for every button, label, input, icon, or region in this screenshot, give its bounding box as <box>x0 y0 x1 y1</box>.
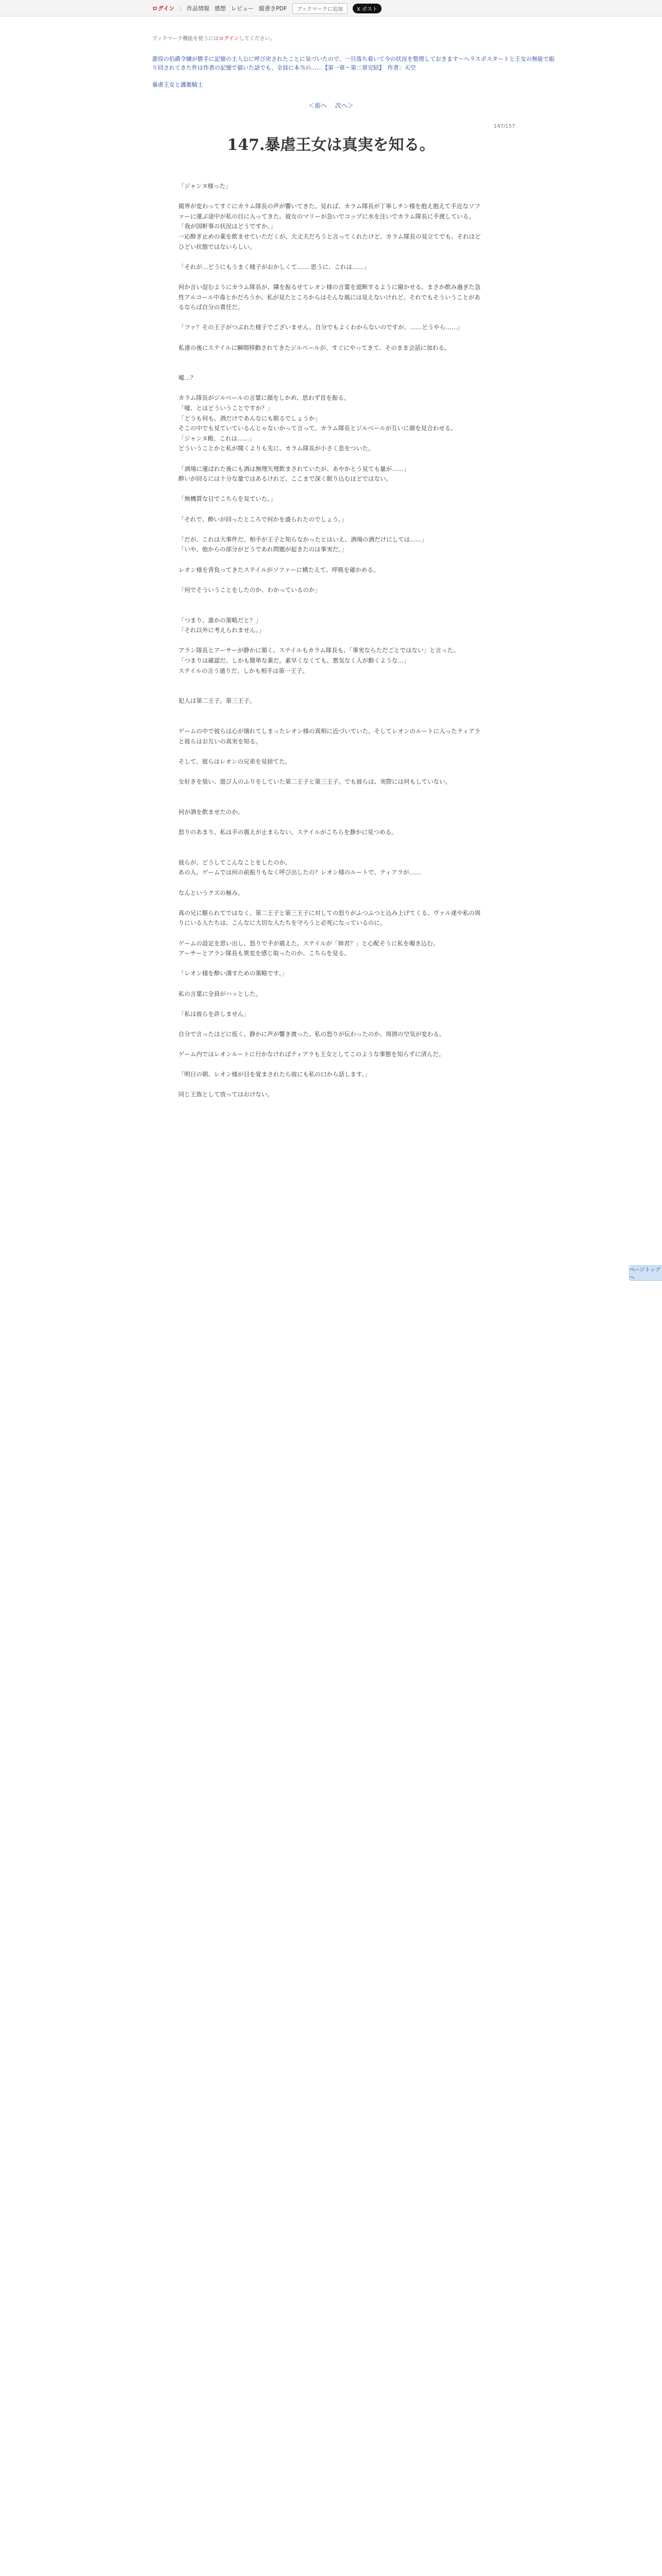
novel-line <box>178 192 483 202</box>
nav-link-reviews[interactable]: レビュー <box>231 5 254 12</box>
novel-line: 掲界が変わってすぐにカラム隊長の声が響いてきた。見れば、カラム隊長が丁寧しチン様を抱え抱えて手近なソファーに運ぶ途中が私の目に入ってきた。彼女のマリーが急いでコップに水を注いでカラム隊長に手渡している。 <box>178 202 481 220</box>
novel-line <box>178 999 483 1009</box>
novel-line: 「それが…どうにもうまく様子がおかしくて…… 思うに、これは……」 <box>178 263 370 270</box>
novel-line <box>178 605 483 616</box>
novel-line <box>178 959 483 969</box>
novel-line <box>178 353 483 363</box>
notice-text-suffix: してください。 <box>239 36 275 42</box>
novel-line <box>178 383 483 394</box>
notice-text: ブックマーク機能を使うには <box>152 36 219 42</box>
novel-line <box>178 817 483 827</box>
novel-line: 一応酔ぎ止めの薬を飲ませていただくが、大丈夫だろうと言ってくれたけど、カラム隊長の見立てでも、それほどひどい状態ではないらしい。 <box>178 232 481 250</box>
nav-link-impressions[interactable]: 感想 <box>214 5 226 12</box>
novel-line <box>178 979 483 989</box>
novel-line <box>178 575 483 585</box>
bookmark-login-notice <box>152 34 275 42</box>
novel-line: あの人、ゲームでは何の前振りもなく呼び出したの？レオン様のルートで、ティアラが…… <box>178 869 421 876</box>
novel-line: 「ジャンヌ殿、これは……」 <box>178 434 255 442</box>
divider: | <box>179 5 182 12</box>
novel-line: 「つまり、誰かの策略だと？」 <box>178 616 261 624</box>
novel-line <box>178 524 483 535</box>
novel-line <box>178 595 483 605</box>
novel-line <box>178 504 483 515</box>
novel-line <box>178 838 483 848</box>
novel-line: そこの中でも見ていているんじゃないかって言って、カラム隊長とジルベールが互いに顔を見合わせる。 <box>178 425 457 432</box>
novel-line: ゲームの設定を思い出し、怒りで手が震えた。ステイルが「姉君？」と心配そうに私を覗き込む。 <box>178 939 439 947</box>
novel-line <box>178 1060 483 1070</box>
novel-line <box>178 1039 483 1049</box>
novel-line <box>178 716 483 726</box>
novel-line: アラン隊長とアーサーが静かに頷く。ステイルもカラム隊長も、「事実ならただごとではない」と言った。 <box>178 647 459 654</box>
novel-line <box>178 333 483 343</box>
novel-line <box>178 878 483 888</box>
novel-line: どういうことかと私が聞くよりも先に、カラム隊長が小さく息をついた。 <box>178 445 374 452</box>
novel-line: 私の言葉に全員がハッとした。 <box>178 990 261 997</box>
novel-body <box>178 181 483 1100</box>
novel-line: レオン様を背負ってきたステイルがソファーに横たえて、呼吸を確かめる。 <box>178 566 379 573</box>
novel-line <box>178 636 483 646</box>
novel-line: 女好きを装い、遊び人のふりをしていた第二王子と第三王子。でも彼らは、実際には何もしていない。 <box>178 778 451 786</box>
novel-line: 真の兄に駆られてではなく、第二王子と第三王子に対しての怒りがふつふつと込み上げてくる。ヴァル達や私の周りにいる人たちは、こんなに大切な人たちを守ろうと必死になっているのに。 <box>178 909 481 927</box>
novel-line: 「嘘、とはどういうことですか？」 <box>178 404 273 412</box>
novel-line: 「何でそういうことをしたのか、わかっているのか」 <box>178 586 321 594</box>
novel-line <box>178 272 483 282</box>
novel-line: 「明日の朝、レオン様が目を覚まされたら彼にも私の口から話します。」 <box>178 1071 371 1078</box>
novel-line: 「それ以外に考えられません。」 <box>178 626 265 634</box>
novel-line: 同じ王族として放ってはおけない。 <box>178 1091 273 1098</box>
novel-line <box>178 787 483 798</box>
novel-line: 彼らが、どうしてこんなことをしたのか。 <box>178 858 291 866</box>
novel-line: 私達の後にステイルに瞬間移動されてきたジルベールが、すぐにやってきて、そのまま会話に加わる。 <box>178 344 451 351</box>
novel-line: 嘘…？ <box>178 374 196 382</box>
login-link[interactable]: ログイン <box>152 5 175 12</box>
novel-line: アーサーとアラン隊長も異変を感じ取ったのか、こちらを見る。 <box>178 950 351 957</box>
notice-login-link[interactable]: ログイン <box>219 36 239 42</box>
top-bar-links <box>152 0 382 16</box>
novel-line: 自分で言ったほどに低く、静かに声が響き渡った。私の怒りが伝わったのか、周囲の空気が変わる。 <box>178 1030 445 1038</box>
novel-line: 何が酒を飲ませたのか。 <box>178 808 244 816</box>
novel-line: ステイルの言う通りだ。しかも相手は第一王子。 <box>178 667 308 674</box>
novel-line: 何か言い淀むようにカラム隊長が、隣を振るせてレオン様の言葉を遮断するように窺かせる。まさか飲み過ぎた急性アルコール中毒とかだろうか。私が見たところからはそんな風には見えないけれど。それでもそういうことがあるならば自分の責任だ。 <box>178 283 481 311</box>
novel-line: そして、彼らはレオンの兄弟を見捨てた。 <box>178 757 291 765</box>
novel-line: 「レオン様を酔い潰すための策略です。」 <box>178 970 288 977</box>
novel-line: ゲーム内ではレオンルートに行かなければティアラも王女としてこのような事態を知らずに済んだ。 <box>178 1050 445 1058</box>
nav-link-work-info[interactable]: 作品情報 <box>187 5 210 12</box>
nav-link-pdf[interactable]: 縦書きPDF <box>259 5 287 12</box>
episode-number: 147/157 <box>493 124 515 129</box>
novel-line <box>178 797 483 807</box>
novel-line <box>178 1080 483 1090</box>
novel-line <box>178 848 483 858</box>
novel-line: 「ジャンヌ様った」 <box>178 182 231 190</box>
novel-line <box>178 898 483 908</box>
prev-link[interactable]: ＜前へ <box>308 102 327 109</box>
novel-line: 怒りのあまり、私は手の震えが止まらない。ステイルがこちらを静かに見つめる。 <box>178 828 398 836</box>
novel-line: 酔いが回るには十分な量ではあるけれど、ここまで深く眠り込むほどではない。 <box>178 475 392 483</box>
novel-line <box>178 363 483 374</box>
novel-line <box>178 706 483 717</box>
series-name-link[interactable]: 暴虐王女と護衛騎士 <box>152 81 203 88</box>
novel-line: ゲームの中で彼らは心が壊れてしまったレオン様の真相に近づいていた。そしてレオンのルートに入ったティアラと彼らはお互いの真実を知る。 <box>178 727 481 745</box>
novel-line: 「だが、これは大事件だ。相手が王子と知らなかったとはいえ、酒場の酒だけにしては……」 <box>178 535 428 543</box>
novel-line: なんというクズの極み。 <box>178 889 244 896</box>
novel-line: 「つまりは確認だ。しかも簡単な薬だ。素早くなくても、悪気なく人が動くような…」 <box>178 656 410 664</box>
episode-nav-top <box>0 101 662 110</box>
novel-line: 「どうも何も、酒だけであんなにも眠るでしょうか」 <box>178 414 321 422</box>
novel-line: 「いや、他からの部分がどうであれ問題が起きたのは事実だ。」 <box>178 546 347 553</box>
novel-line <box>178 454 483 464</box>
novel-line <box>178 676 483 686</box>
novel-line <box>178 484 483 495</box>
novel-line: 「我が国軒事の状況はどうですか。」 <box>178 223 276 230</box>
novel-line: 「無機質な目でこちらを見ていた。」 <box>178 495 276 503</box>
novel-line: 「酒場に運ばれた後にも酒は無理矢理飲まされていたが、あやかとう見ても量が……」 <box>178 465 410 472</box>
novel-line <box>178 928 483 939</box>
novel-line <box>178 747 483 757</box>
bookmark-add-button[interactable]: ブックマークに追加 <box>292 3 347 14</box>
next-link[interactable]: 次へ＞ <box>335 102 354 109</box>
novel-line: 「私は彼らを許しません」 <box>178 1010 250 1018</box>
novel-line: 犯人は第二王子。第三王子。 <box>178 697 256 705</box>
top-bar <box>0 0 662 16</box>
novel-line: 「ファ？その王子がつぶれた様子でございません。自分でもよくわからないのですが、……どうやら……」 <box>178 324 464 331</box>
novel-line <box>178 252 483 262</box>
x-post-button[interactable]: X ポスト <box>353 4 382 13</box>
novel-line <box>178 313 483 323</box>
novel-line <box>178 767 483 777</box>
novel-line: 「それで、酔いが回ったところで何かを盛られたのでしょう。」 <box>178 515 347 523</box>
series-title-link[interactable]: 悪役の伯爵令嬢が勝手に記憶の主人公に呼び戻されたことに気づいたので、一旦落ち着いて今の状況を整理しておきます～ヘラスポスタートと王女の無能で振り回されてきた件は作者の記憶で描いた話でも、全員に本当の……【第一章～第二章完結】 作者：天空 <box>152 56 555 71</box>
novel-line <box>178 686 483 697</box>
novel-line <box>178 555 483 565</box>
episode-title: 147.暴虐王女は真実を知る。 <box>227 136 435 154</box>
page-top-button[interactable]: ページトップへ <box>629 1265 662 1281</box>
novel-line: カラム隊長がジルベールの言葉に顔をしかめ、思わず首を振る。 <box>178 394 350 402</box>
novel-line <box>178 1019 483 1029</box>
